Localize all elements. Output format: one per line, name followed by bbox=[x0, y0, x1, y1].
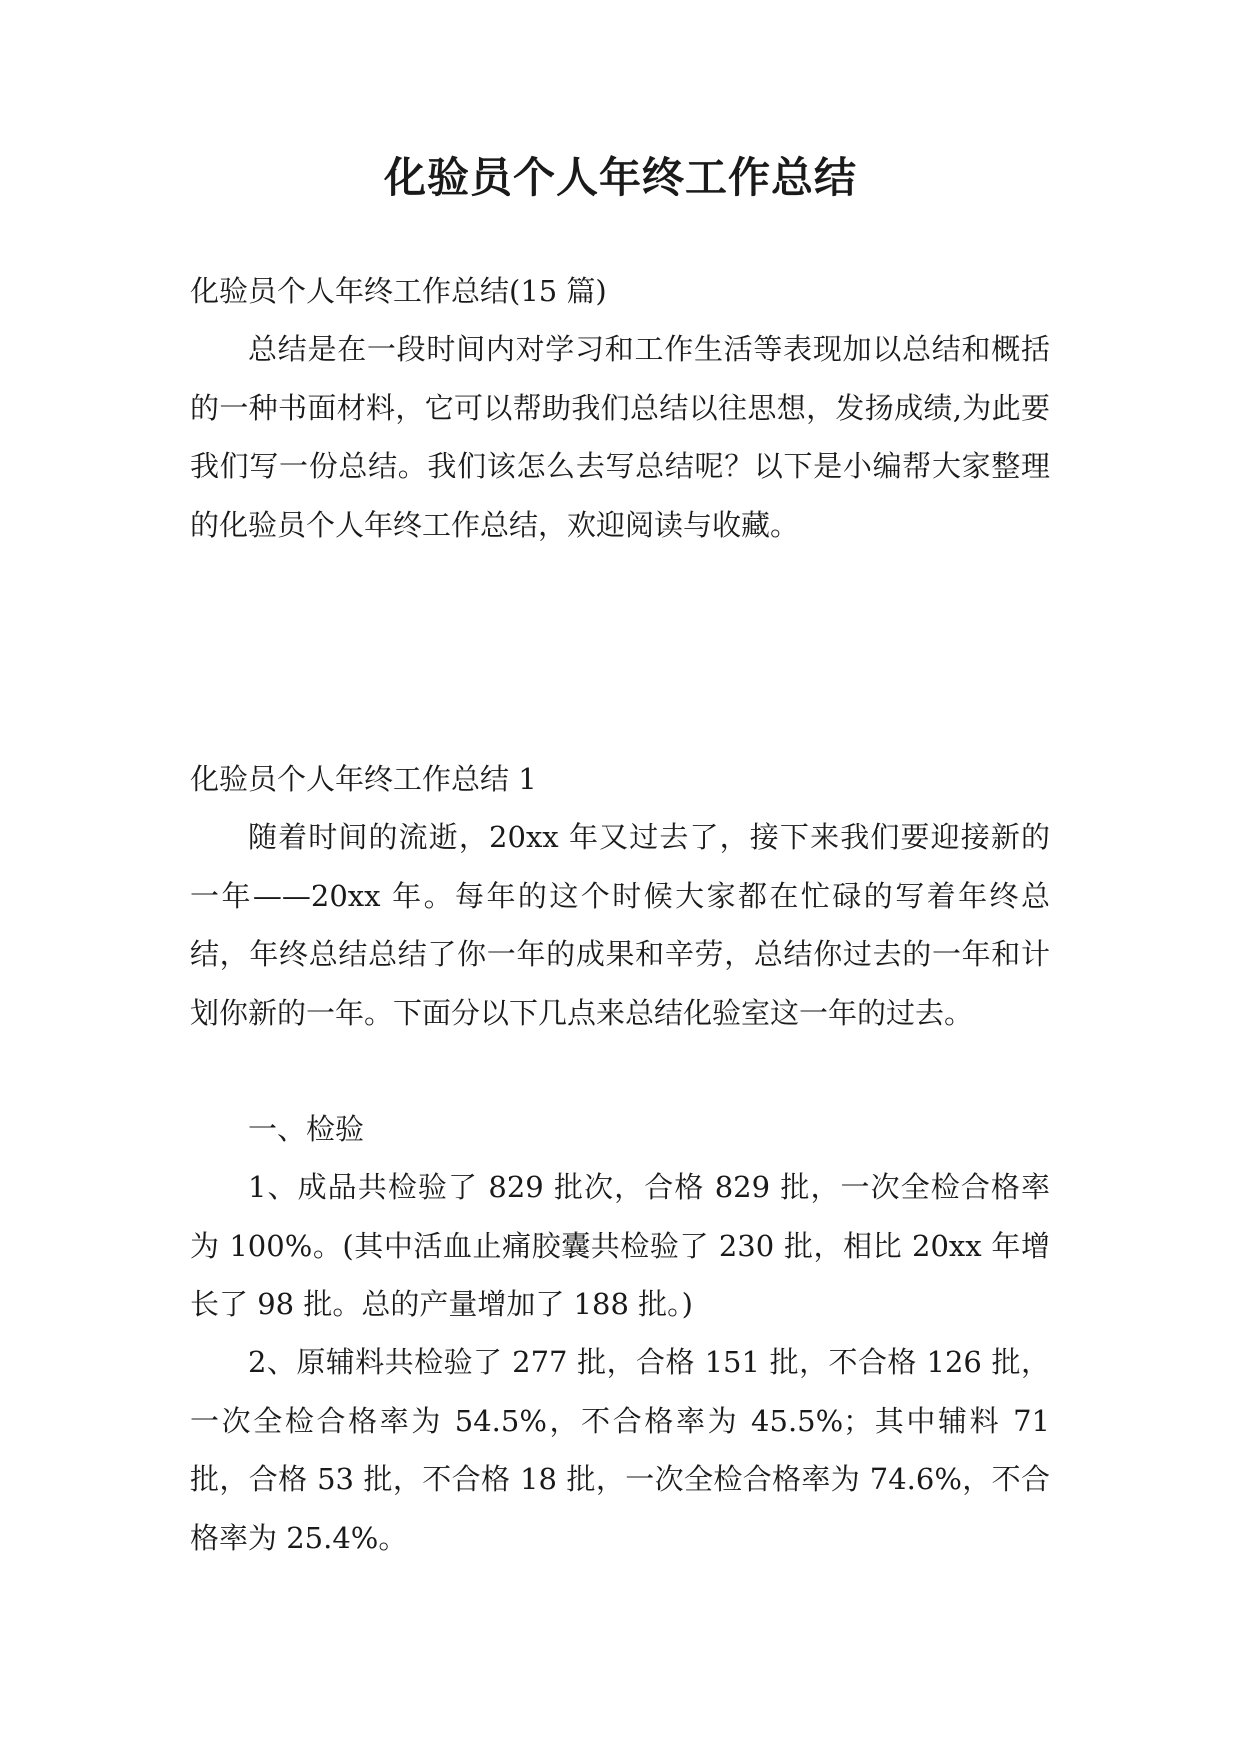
document-subtitle: 化验员个人年终工作总结(15 篇) bbox=[190, 274, 607, 308]
list-item: 2、原辅料共检验了 277 批，合格 151 批，不合格 126 批，一次全检合格率为 54.5%，不合格率为 45.5%；其中辅料 71 批，合格 53 批，不合格 18 批，一次全检合格率为 74.6%，不合格率为 25.4%。 bbox=[190, 1345, 1050, 1555]
intro-paragraph: 总结是在一段时间内对学习和工作生活等表现加以总结和概括的一种书面材料，它可以帮助我们总结以往思想，发扬成绩,为此要我们写一份总结。我们该怎么去写总结呢？以下是小编帮大家整理的化验员个人年终工作总结，欢迎阅读与收藏。 bbox=[190, 332, 1050, 542]
list-item: 1、成品共检验了 829 批次，合格 829 批，一次全检合格率为 100%。(其中活血止痛胶囊共检验了 230 批，相比 20xx 年增长了 98 批。总的产量增加了 188 批。) bbox=[190, 1170, 1050, 1321]
section-heading: 化验员个人年终工作总结 1 bbox=[190, 762, 537, 796]
section-paragraph: 随着时间的流逝，20xx 年又过去了，接下来我们要迎接新的一年——20xx 年。每年的这个时候大家都在忙碌的写着年终总结，年终总结总结了你一年的成果和辛劳，总结你过去的一年和计划你新的一年。下面分以下几点来总结化验室这一年的过去。 bbox=[190, 820, 1050, 1030]
section-subheading: 一、检验 bbox=[248, 1112, 365, 1146]
document-title: 化验员个人年终工作总结 bbox=[383, 153, 857, 202]
